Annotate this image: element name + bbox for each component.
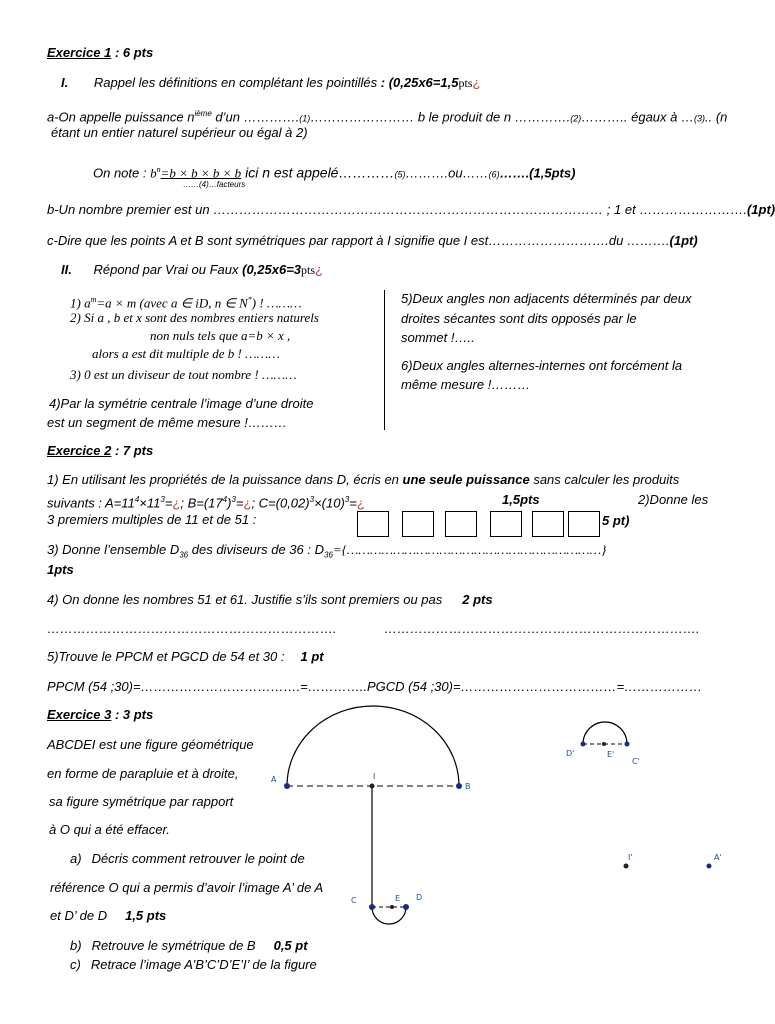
ex3-qa-label: a) [70, 851, 82, 866]
notation-base: b [150, 165, 157, 181]
section-II-number: II. [61, 262, 72, 277]
definition-b-points: (1pt) [746, 202, 775, 217]
notation-blank5: (5) [394, 169, 406, 180]
ex2-C-equals: = [349, 495, 357, 511]
ex3-qc-text: Retrace l’image A’B’C’D’E’I’ de la figure [90, 957, 317, 972]
ex2-C-glyph: ¿ [356, 495, 365, 511]
section-I-points: : (0,25x6=1,5 [380, 75, 459, 90]
label-C: C [351, 896, 357, 905]
ex2-A-expr-1: suivants : A=11 [47, 495, 135, 511]
ex3-qb-text: Retrouve le symétrique de B [91, 938, 256, 953]
def-a-text-1: a-On appelle puissance n [47, 109, 195, 125]
section-II-points: (0,25x6=3 [242, 262, 302, 277]
handle-hook [372, 907, 406, 924]
section-II-glyph: ¿ [315, 262, 323, 277]
ex2-question2-start: 2)Donne les [638, 492, 709, 507]
ex2-q1-points: 1,5pts [502, 492, 540, 507]
tf-question-4-line1: 4)Par la symétrie centrale l’image d’une droite [49, 396, 314, 411]
ex2-q1-text-2: sans calculer les produits [529, 472, 680, 487]
tf-question-2-line3: alors a est dit multiple de b ! ……… [92, 346, 280, 361]
point-D [403, 904, 409, 910]
ex2-A-exp2: 3 [160, 495, 165, 504]
ex2-q1-emphasis: une seule puissance [402, 472, 530, 487]
ex2-q3-points: 1pts [47, 562, 74, 577]
q1-text-3: ) ! ……… [251, 295, 302, 311]
def-a-blank1: (1) [299, 113, 311, 124]
ex2-A-glyph: ¿ [172, 495, 181, 511]
tf-question-6-line1: 6)Deux angles alternes-internes ont forcément la [401, 358, 683, 373]
notation-underbrace-label: ……(4)…facteurs [183, 180, 246, 189]
q1-text-1: 1) a [70, 295, 91, 311]
def-a-text-3: …………………… b le produit de n …………. [310, 109, 571, 125]
ex3-qc-label: c) [70, 957, 81, 972]
notation-label: On note : [93, 165, 151, 181]
def-a-blank3: (3) [694, 113, 705, 124]
section-I-number: I. [61, 75, 69, 90]
ex2-B-expr-1: ; B=(17 [180, 495, 223, 511]
label-Ip: I' [628, 853, 633, 862]
label-Ap: A' [714, 853, 722, 862]
definition-c-points: (1pt) [669, 233, 698, 248]
exercise2-points: : 7 pts [111, 443, 154, 458]
def-a-text-5: .. (n [705, 109, 728, 125]
ex3-question-a-line2: référence O qui a permis d’avoir l’image A’ de A [50, 880, 324, 895]
tf-question-5-line3: sommet !….. [401, 330, 475, 345]
exercise1-points: : 6 pts [111, 45, 154, 60]
q1-sup: m [90, 295, 97, 304]
point-E [390, 905, 394, 909]
section-I-instruction: Rappel les définitions en complétant les pointillés [93, 75, 381, 90]
ex2-C-expr-1: ; C=(0,02) [251, 495, 310, 511]
point-Ip [624, 864, 629, 869]
ex2-pgcd-line: PGCD (54 ;30)=………………………………=……………… [367, 679, 703, 694]
ex2-C-exp2: 3 [344, 495, 350, 504]
notation-blank6: (6) [488, 169, 500, 180]
notation-points: …….(1,5pts) [499, 165, 576, 181]
section-I-points-unit: pts [458, 76, 473, 90]
ex2-B-equals: = [235, 495, 244, 511]
tf-question-5-line2: droites sécantes sont dits opposés par le [401, 311, 637, 326]
ex2-q1-text-1: 1) En utilisant les propriétés de la puissance dans D, écris en [47, 472, 403, 487]
ex2-A-expr-2: ×11 [139, 495, 161, 511]
point-Ap [707, 864, 712, 869]
ex3-qa-text: Décris comment retrouver le point de [91, 851, 305, 866]
label-D: D [416, 893, 423, 902]
ex2-question2-line2: 3 premiers multiples de 11 et de 51 : [47, 512, 257, 527]
definition-c-text: c-Dire que les points A et B sont symétriques par rapport à I signifie que I est……………………….du ………. [47, 233, 670, 248]
image-hook [583, 722, 627, 744]
ex3-qa-text-3: et D’ de D [50, 908, 108, 923]
point-B [456, 783, 462, 789]
def-a-text-2: d’un …………. [211, 109, 300, 125]
tf-question-6-line2: même mesure !……… [401, 377, 531, 392]
ex2-q3-text-1: 3) Donne l’ensemble D [47, 542, 180, 557]
def-a-text-4: ……….. égaux à … [581, 109, 694, 125]
ex2-q3-text-2: des diviseurs de 36 : D [188, 542, 324, 557]
exercise3-title: Exercice 3 [47, 707, 112, 722]
notation-product: =b × b × b × b [160, 165, 242, 181]
point-C [369, 904, 375, 910]
ex3-qb-label: b) [70, 938, 82, 953]
point-I [370, 784, 375, 789]
tf-question-5-line1: 5)Deux angles non adjacents déterminés par deux [401, 291, 692, 306]
ex3-qb-points: 0,5 pt [273, 938, 308, 953]
exercise1-title: Exercice 1 [47, 45, 112, 60]
ex2-B-exp2: 3 [231, 495, 236, 504]
point-Cp [625, 742, 630, 747]
notation-exp: n [156, 165, 161, 174]
label-E: E [395, 894, 401, 903]
ex2-ppcm-line: PPCM (54 ;30)=……………………………….=………….. [47, 679, 367, 694]
notation-text-2: ……….ou…… [405, 165, 489, 181]
ex2-q3-sub1: 36 [179, 550, 189, 560]
section-II-instruction: Répond par Vrai ou Faux [93, 262, 243, 277]
ex3-intro-line3: sa figure symétrique par rapport [49, 794, 234, 809]
ex2-B-glyph: ¿ [243, 495, 252, 511]
ex2-q3-set: ={…………………………………………………………} [332, 542, 607, 557]
label-Dp: D' [566, 749, 575, 758]
ex2-q4-answer-line-2: ………………………………………………………………. [384, 621, 700, 636]
ex2-q4-points: 2 pts [462, 592, 493, 607]
ex2-A-equals: = [164, 495, 173, 511]
definition-b-text: b-Un nombre premier est un ……………………………………………………………………………… ; 1 et ……………………. [47, 202, 747, 217]
ex2-C-exp1: 3 [309, 495, 315, 504]
q1-text-2: =a × m (avec a ∈ iD, n ∈ N [96, 295, 248, 311]
definition-a-line2: étant un entier naturel supérieur ou égal à 2) [51, 125, 308, 140]
point-Dp [581, 742, 586, 747]
ex3-intro-line1: ABCDEI est une figure géométrique [47, 737, 254, 752]
def-a-blank2: (2) [570, 113, 582, 124]
q1-star: * [247, 295, 252, 304]
tf-question-3: 3) 0 est un diviseur de tout nombre ! ……… [70, 367, 297, 382]
ex2-q4-answer-line-1: …………………………………………………………. [47, 621, 337, 636]
ex3-intro-line2: en forme de parapluie et à droite, [47, 766, 239, 781]
point-A [284, 783, 290, 789]
ex2-B-expr-2: ) [227, 495, 232, 511]
ex3-qa-points: 1,5 pts [125, 908, 167, 923]
label-A: A [271, 775, 277, 784]
ex2-A-exp1: 4 [134, 495, 140, 504]
exercise2-title: Exercice 2 [47, 443, 112, 458]
ex2-q4-text: 4) On donne les nombres 51 et 61. Justifie s’ils sont premiers ou pas [47, 592, 443, 607]
def-a-sup: ième [194, 109, 212, 118]
ex2-q3-sub2: 36 [324, 550, 333, 560]
label-B: B [465, 782, 471, 791]
ex2-q5-text: 5)Trouve le PPCM et PGCD de 54 et 30 : [47, 649, 285, 664]
notation-text-1: ici n est appelé………… [241, 164, 395, 181]
ex2-C-expr-2: ×(10) [314, 495, 345, 511]
section-II-points-unit: pts [301, 263, 316, 277]
ex2-q2-points: 5 pt) [602, 513, 630, 528]
label-I: I [373, 772, 376, 781]
tf-question-4-line2: est un segment de même mesure !……… [47, 415, 287, 430]
tf-question-2-line1: 2) Si a , b et x sont des nombres entiers naturels [70, 310, 319, 325]
ex2-B-exp1: 4 [222, 495, 228, 504]
label-Ep: E' [607, 750, 615, 759]
label-Cp: C' [632, 757, 640, 766]
tf-question-2-line2: non nuls tels que a=b × x , [150, 328, 291, 343]
ex3-intro-line4: à O qui a été effacer. [49, 822, 170, 837]
section-I-glyph: ¿ [472, 75, 481, 90]
ex2-q5-points: 1 pt [300, 649, 324, 664]
point-Ep [602, 742, 606, 746]
exercise3-points: : 3 pts [111, 707, 154, 722]
